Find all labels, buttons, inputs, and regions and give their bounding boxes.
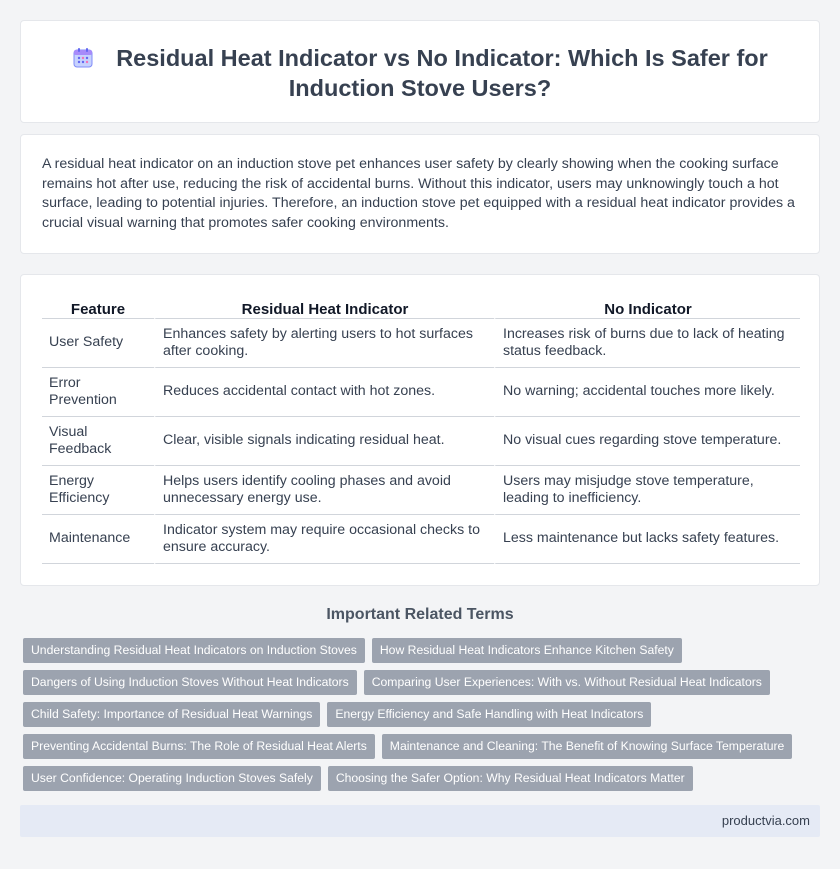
table-row bbox=[42, 368, 800, 417]
related-term-tag[interactable]: Understanding Residual Heat Indicators on Induction Stoves bbox=[23, 638, 365, 663]
feature-cell: Energy Efficiency bbox=[42, 466, 154, 515]
related-term-tag[interactable]: Choosing the Safer Option: Why Residual Heat Indicators Matter bbox=[328, 766, 693, 791]
no-indicator-cell: No visual cues regarding stove temperature. bbox=[494, 417, 800, 466]
related-terms-title: Important Related Terms bbox=[326, 606, 514, 623]
header-no-indicator: No Indicator bbox=[494, 295, 800, 319]
related-term-tag[interactable]: Dangers of Using Induction Stoves Without Heat Indicators bbox=[23, 670, 357, 695]
residual-heat-cell: Enhances safety by alerting users to hot surfaces after cooking. bbox=[154, 319, 494, 368]
feature-cell: User Safety bbox=[42, 319, 154, 368]
page-title bbox=[61, 43, 779, 103]
table-header-row bbox=[42, 295, 800, 319]
related-term-tag[interactable]: How Residual Heat Indicators Enhance Kitchen Safety bbox=[372, 638, 682, 663]
comparison-card bbox=[20, 274, 820, 586]
footer bbox=[20, 805, 820, 837]
feature-cell: Visual Feedback bbox=[42, 417, 154, 466]
header-residual-heat-indicator: Residual Heat Indicator bbox=[154, 295, 494, 319]
residual-heat-cell: Helps users identify cooling phases and avoid unnecessary energy use. bbox=[154, 466, 494, 515]
no-indicator-cell: Less maintenance but lacks safety features. bbox=[494, 515, 800, 564]
residual-heat-cell: Indicator system may require occasional checks to ensure accuracy. bbox=[154, 515, 494, 564]
feature-cell: Error Prevention bbox=[42, 368, 154, 417]
page-title-text: Residual Heat Indicator vs No Indicator: Which Is Safer for Induction Stove Users? bbox=[116, 45, 768, 101]
header-feature: Feature bbox=[42, 295, 154, 319]
related-term-tag[interactable]: Maintenance and Cleaning: The Benefit of Knowing Surface Temperature bbox=[382, 734, 793, 759]
header-card bbox=[20, 20, 820, 123]
related-term-tag[interactable]: User Confidence: Operating Induction Stoves Safely bbox=[23, 766, 321, 791]
footer-site-name: productvia.com bbox=[721, 813, 810, 828]
no-indicator-cell: No warning; accidental touches more likely. bbox=[494, 368, 800, 417]
tag-row bbox=[23, 638, 803, 663]
tag-row bbox=[23, 734, 803, 759]
no-indicator-cell: Increases risk of burns due to lack of heating status feedback. bbox=[494, 319, 800, 368]
tag-row bbox=[23, 702, 803, 727]
related-terms-list bbox=[23, 638, 803, 798]
feature-cell: Maintenance bbox=[42, 515, 154, 564]
related-term-tag[interactable]: Energy Efficiency and Safe Handling with Heat Indicators bbox=[327, 702, 651, 727]
table-row bbox=[42, 515, 800, 564]
tag-row bbox=[23, 670, 803, 695]
related-term-tag[interactable]: Preventing Accidental Burns: The Role of Residual Heat Alerts bbox=[23, 734, 375, 759]
intro-paragraph: A residual heat indicator on an induction stove pet enhances user safety by clearly showing when the cooking surface remains hot after use, reducing the risk of accidental burns. Without this indicator, users may unknowingly touch a hot surface, leading to potential injuries. Therefore, an induction stove pet equipped with a residual heat indicator provides a crucial visual warning that promotes safer cooking environments. bbox=[42, 156, 795, 231]
no-indicator-cell: Users may misjudge stove temperature, leading to inefficiency. bbox=[494, 466, 800, 515]
residual-heat-cell: Clear, visible signals indicating residual heat. bbox=[154, 417, 494, 466]
table-row bbox=[42, 417, 800, 466]
intro-card bbox=[20, 134, 820, 254]
table-row bbox=[42, 466, 800, 515]
tag-row bbox=[23, 766, 803, 791]
residual-heat-cell: Reduces accidental contact with hot zones. bbox=[154, 368, 494, 417]
table-row bbox=[42, 319, 800, 368]
calendar-icon bbox=[72, 47, 94, 69]
related-term-tag[interactable]: Comparing User Experiences: With vs. Without Residual Heat Indicators bbox=[364, 670, 770, 695]
related-term-tag[interactable]: Child Safety: Importance of Residual Heat Warnings bbox=[23, 702, 320, 727]
comparison-table bbox=[42, 295, 800, 564]
